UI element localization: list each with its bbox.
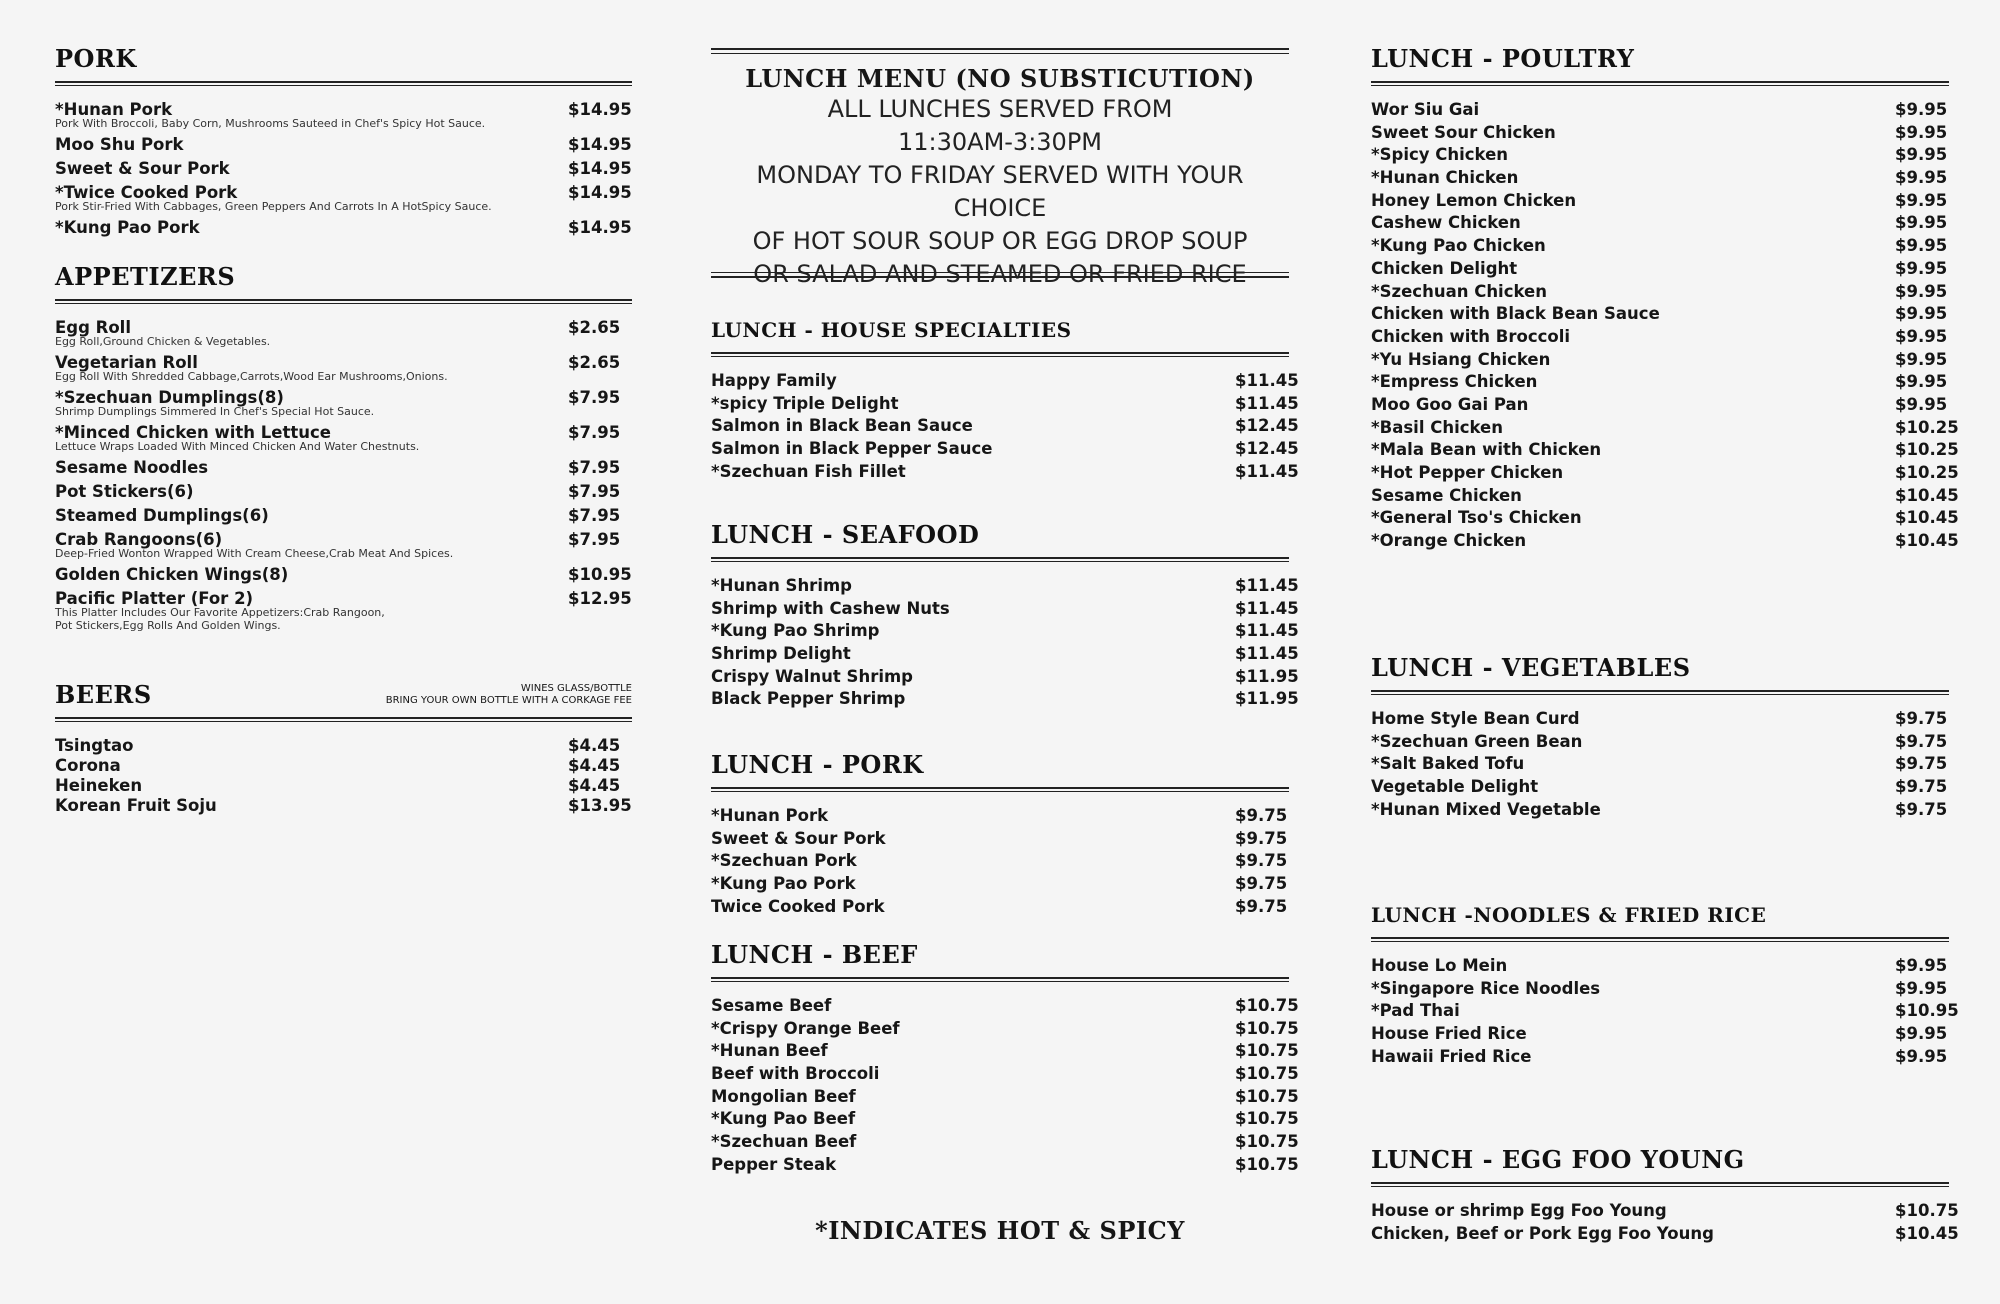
- noodles-section: [1371, 900, 1959, 1069]
- menu-item: *Twice Cooked Pork $14.95: [55, 183, 632, 202]
- menu-item: *Kung Pao Shrimp $11.45: [711, 621, 1299, 641]
- lunch-info-box: [711, 48, 1289, 288]
- divider: [711, 787, 1289, 792]
- menu-item: *Salt Baked Tofu $9.75: [1371, 754, 1948, 774]
- menu-item: Vegetable Delight $9.75: [1371, 777, 1948, 797]
- menu-item: *Hot Pepper Chicken $10.25: [1371, 463, 1959, 482]
- menu-item: *Crispy Orange Beef $10.75: [711, 1018, 1299, 1038]
- menu-item: Cashew Chicken $9.95: [1371, 213, 1948, 233]
- menu-item: *Pad Thai $10.95: [1371, 1001, 1959, 1021]
- menu-item: Moo Goo Gai Pan $9.95: [1371, 394, 1948, 414]
- menu-item: *Hunan Mixed Vegetable $9.75: [1371, 799, 1948, 819]
- menu-list: [55, 100, 632, 237]
- item-description: Pork Stir-Fried With Cabbages, Green Peppers And Carrots In A HotSpicy Sauce.: [55, 200, 492, 213]
- menu-item: *Kung Pao Pork $14.95: [55, 218, 632, 237]
- egg-foo-young-section: [1371, 1145, 1959, 1246]
- appetizers-section: [55, 262, 632, 637]
- menu-item: *Hunan Shrimp $11.45: [711, 576, 1299, 595]
- divider: [55, 299, 632, 304]
- menu-item: Home Style Bean Curd $9.75: [1371, 709, 1948, 728]
- menu-item: Tsingtao $4.45: [55, 736, 621, 755]
- section-title: BEERS: [55, 680, 152, 709]
- menu-list: [711, 371, 1299, 481]
- section-title: LUNCH - POULTRY: [1371, 44, 1635, 73]
- menu-item: Moo Shu Pork $14.95: [55, 135, 632, 154]
- section-title: LUNCH - EGG FOO YOUNG: [1371, 1145, 1745, 1174]
- menu-item: Beef with Broccoli $10.75: [711, 1064, 1299, 1084]
- section-title: PORK: [55, 44, 137, 73]
- menu-item: Crab Rangoons(6) $7.95: [55, 530, 621, 549]
- section-title: LUNCH - PORK: [711, 750, 924, 779]
- divider: [1371, 690, 1949, 695]
- menu-item: Sesame Beef $10.75: [711, 996, 1299, 1015]
- item-description: This Platter Includes Our Favorite Appetizers:Crab Rangoon,: [55, 606, 385, 619]
- menu-item: Steamed Dumplings(6) $7.95: [55, 506, 621, 525]
- menu-item: Vegetarian Roll $2.65: [55, 353, 621, 372]
- house-specialties-section: [711, 315, 1299, 484]
- lunch-info-line: OR SALAD AND STEAMED OR FRIED RICE: [753, 260, 1247, 288]
- menu-item: Chicken with Broccoli $9.95: [1371, 326, 1948, 346]
- item-description: Deep-Fried Wonton Wrapped With Cream Cheese,Crab Meat And Spices.: [55, 547, 454, 560]
- item-description: Lettuce Wraps Loaded With Minced Chicken And Water Chestnuts.: [55, 440, 420, 453]
- lunch-info-line: 11:30AM-3:30PM: [897, 128, 1103, 156]
- menu-item: *Szechuan Fish Fillet $11.45: [711, 461, 1299, 481]
- beers-section: [55, 680, 632, 816]
- poultry-section: [1371, 44, 1959, 554]
- menu-item: *Mala Bean with Chicken $10.25: [1371, 440, 1959, 460]
- menu-item: Pacific Platter (For 2) $12.95: [55, 589, 632, 608]
- menu-item: *Hunan Pork $14.95: [55, 100, 632, 119]
- divider: [1371, 81, 1949, 86]
- section-title: LUNCH - SEAFOOD: [711, 520, 980, 549]
- menu-list: [711, 806, 1289, 916]
- divider: [1371, 937, 1949, 942]
- section-title: LUNCH - BEEF: [711, 940, 918, 969]
- menu-item: Salmon in Black Pepper Sauce $12.45: [711, 439, 1299, 459]
- menu-item: Chicken with Black Bean Sauce $9.95: [1371, 304, 1948, 324]
- lunch-info-line: ALL LUNCHES SERVED FROM: [827, 95, 1173, 123]
- divider: [711, 977, 1289, 982]
- menu-item: Heineken $4.45: [55, 776, 621, 795]
- menu-item: *Orange Chicken $10.45: [1371, 531, 1959, 551]
- menu-item: Shrimp with Cashew Nuts $11.45: [711, 598, 1299, 618]
- menu-item: *Yu Hsiang Chicken $9.95: [1371, 349, 1948, 369]
- menu-item: *Szechuan Beef $10.75: [711, 1132, 1299, 1152]
- menu-item: Sesame Chicken $10.45: [1371, 485, 1959, 505]
- menu-item: Pepper Steak $10.75: [711, 1154, 1299, 1174]
- menu-item: Egg Roll $2.65: [55, 318, 621, 337]
- menu-item: Sweet & Sour Pork $14.95: [55, 159, 632, 178]
- menu-item: Pot Stickers(6) $7.95: [55, 482, 621, 501]
- menu-item: Corona $4.45: [55, 756, 621, 775]
- menu-item: Crispy Walnut Shrimp $11.95: [711, 666, 1299, 686]
- menu-item: *Hunan Pork $9.75: [711, 806, 1288, 825]
- menu-item: *Hunan Chicken $9.95: [1371, 168, 1948, 188]
- section-title: APPETIZERS: [55, 262, 236, 291]
- menu-list: [1371, 100, 1959, 551]
- menu-item: *Szechuan Green Bean $9.75: [1371, 731, 1948, 751]
- vegetables-section: [1371, 653, 1949, 822]
- menu-list: [1371, 956, 1959, 1066]
- menu-item: Salmon in Black Bean Sauce $12.45: [711, 416, 1299, 436]
- menu-item: Korean Fruit Soju $13.95: [55, 796, 632, 815]
- menu-list: [1371, 1201, 1959, 1243]
- menu-item: Golden Chicken Wings(8) $10.95: [55, 565, 632, 584]
- menu-item: *Szechuan Dumplings(8) $7.95: [55, 388, 621, 407]
- lunch-pork-section: [711, 750, 1289, 919]
- seafood-section: [711, 520, 1299, 712]
- section-title: LUNCH -NOODLES & FRIED RICE: [1371, 903, 1767, 927]
- menu-item: Sesame Noodles $7.95: [55, 458, 621, 477]
- section-title: LUNCH - HOUSE SPECIALTIES: [711, 318, 1072, 342]
- menu-list: [711, 576, 1299, 709]
- menu-item: House or shrimp Egg Foo Young $10.75: [1371, 1201, 1959, 1220]
- menu-item: Hawaii Fried Rice $9.95: [1371, 1046, 1948, 1066]
- menu-item: *Kung Pao Beef $10.75: [711, 1109, 1299, 1129]
- menu-list: [55, 736, 632, 815]
- menu-item: Twice Cooked Pork $9.75: [711, 896, 1288, 916]
- lunch-menu-title: LUNCH MENU (NO SUBSTICUTION): [745, 64, 1255, 93]
- menu-item: Happy Family $11.45: [711, 371, 1299, 390]
- item-description: Pork With Broccoli, Baby Corn, Mushrooms Sauteed in Chef's Spicy Hot Sauce.: [55, 117, 486, 130]
- lunch-beef-section: [711, 940, 1299, 1178]
- menu-item: *Kung Pao Pork $9.75: [711, 874, 1288, 894]
- menu-item: *Basil Chicken $10.25: [1371, 417, 1959, 437]
- lunch-info-line: MONDAY TO FRIDAY SERVED WITH YOUR CHOICE: [756, 161, 1244, 222]
- menu-item: Sweet Sour Chicken $9.95: [1371, 122, 1948, 142]
- item-description: Egg Roll,Ground Chicken & Vegetables.: [55, 335, 271, 348]
- menu-item: *Szechuan Pork $9.75: [711, 851, 1288, 871]
- menu-item: Wor Siu Gai $9.95: [1371, 100, 1948, 119]
- menu-item: *Hunan Beef $10.75: [711, 1041, 1299, 1061]
- menu-item: Mongolian Beef $10.75: [711, 1086, 1299, 1106]
- menu-item: *Kung Pao Chicken $9.95: [1371, 236, 1948, 256]
- pork-section: [55, 44, 632, 242]
- item-description: Egg Roll With Shredded Cabbage,Carrots,Wood Ear Mushrooms,Onions.: [55, 370, 448, 383]
- spicy-legend: *INDICATES HOT & SPICY: [815, 1216, 1185, 1245]
- wine-note: WINES GLASS/BOTTLE BRING YOUR OWN BOTTLE WITH A CORKAGE FEE: [385, 683, 632, 706]
- menu-list: [711, 996, 1299, 1174]
- menu-item: *Szechuan Chicken $9.95: [1371, 281, 1948, 301]
- menu-item: Sweet & Sour Pork $9.75: [711, 828, 1288, 848]
- menu-item: Chicken Delight $9.95: [1371, 258, 1948, 278]
- menu-item: Black Pepper Shrimp $11.95: [711, 689, 1299, 709]
- menu-item: *Minced Chicken with Lettuce $7.95: [55, 423, 621, 442]
- menu-item: House Lo Mein $9.95: [1371, 956, 1948, 975]
- item-description: Shrimp Dumplings Simmered In Chef's Special Hot Sauce.: [55, 405, 375, 418]
- menu-item: *General Tso's Chicken $10.45: [1371, 508, 1959, 528]
- menu-item: Chicken, Beef or Pork Egg Foo Young $10.45: [1371, 1223, 1959, 1243]
- menu-item: House Fried Rice $9.95: [1371, 1024, 1948, 1044]
- menu-item: *spicy Triple Delight $11.45: [711, 393, 1299, 413]
- menu-item: *Empress Chicken $9.95: [1371, 372, 1948, 392]
- section-title: LUNCH - VEGETABLES: [1371, 653, 1691, 682]
- lunch-info-line: OF HOT SOUR SOUP OR EGG DROP SOUP: [752, 227, 1248, 255]
- beers-header: [55, 680, 632, 710]
- divider: [1371, 1182, 1949, 1187]
- divider: [55, 717, 632, 722]
- menu-item: *Singapore Rice Noodles $9.95: [1371, 978, 1948, 998]
- menu-list: [1371, 709, 1949, 819]
- menu-item: *Spicy Chicken $9.95: [1371, 145, 1948, 165]
- divider: [55, 81, 632, 86]
- menu-list: [55, 318, 632, 632]
- divider: [711, 352, 1289, 357]
- menu-item: Honey Lemon Chicken $9.95: [1371, 190, 1948, 210]
- item-description: Pot Stickers,Egg Rolls And Golden Wings.: [55, 619, 281, 632]
- divider: [711, 557, 1289, 562]
- menu-item: Shrimp Delight $11.45: [711, 644, 1299, 664]
